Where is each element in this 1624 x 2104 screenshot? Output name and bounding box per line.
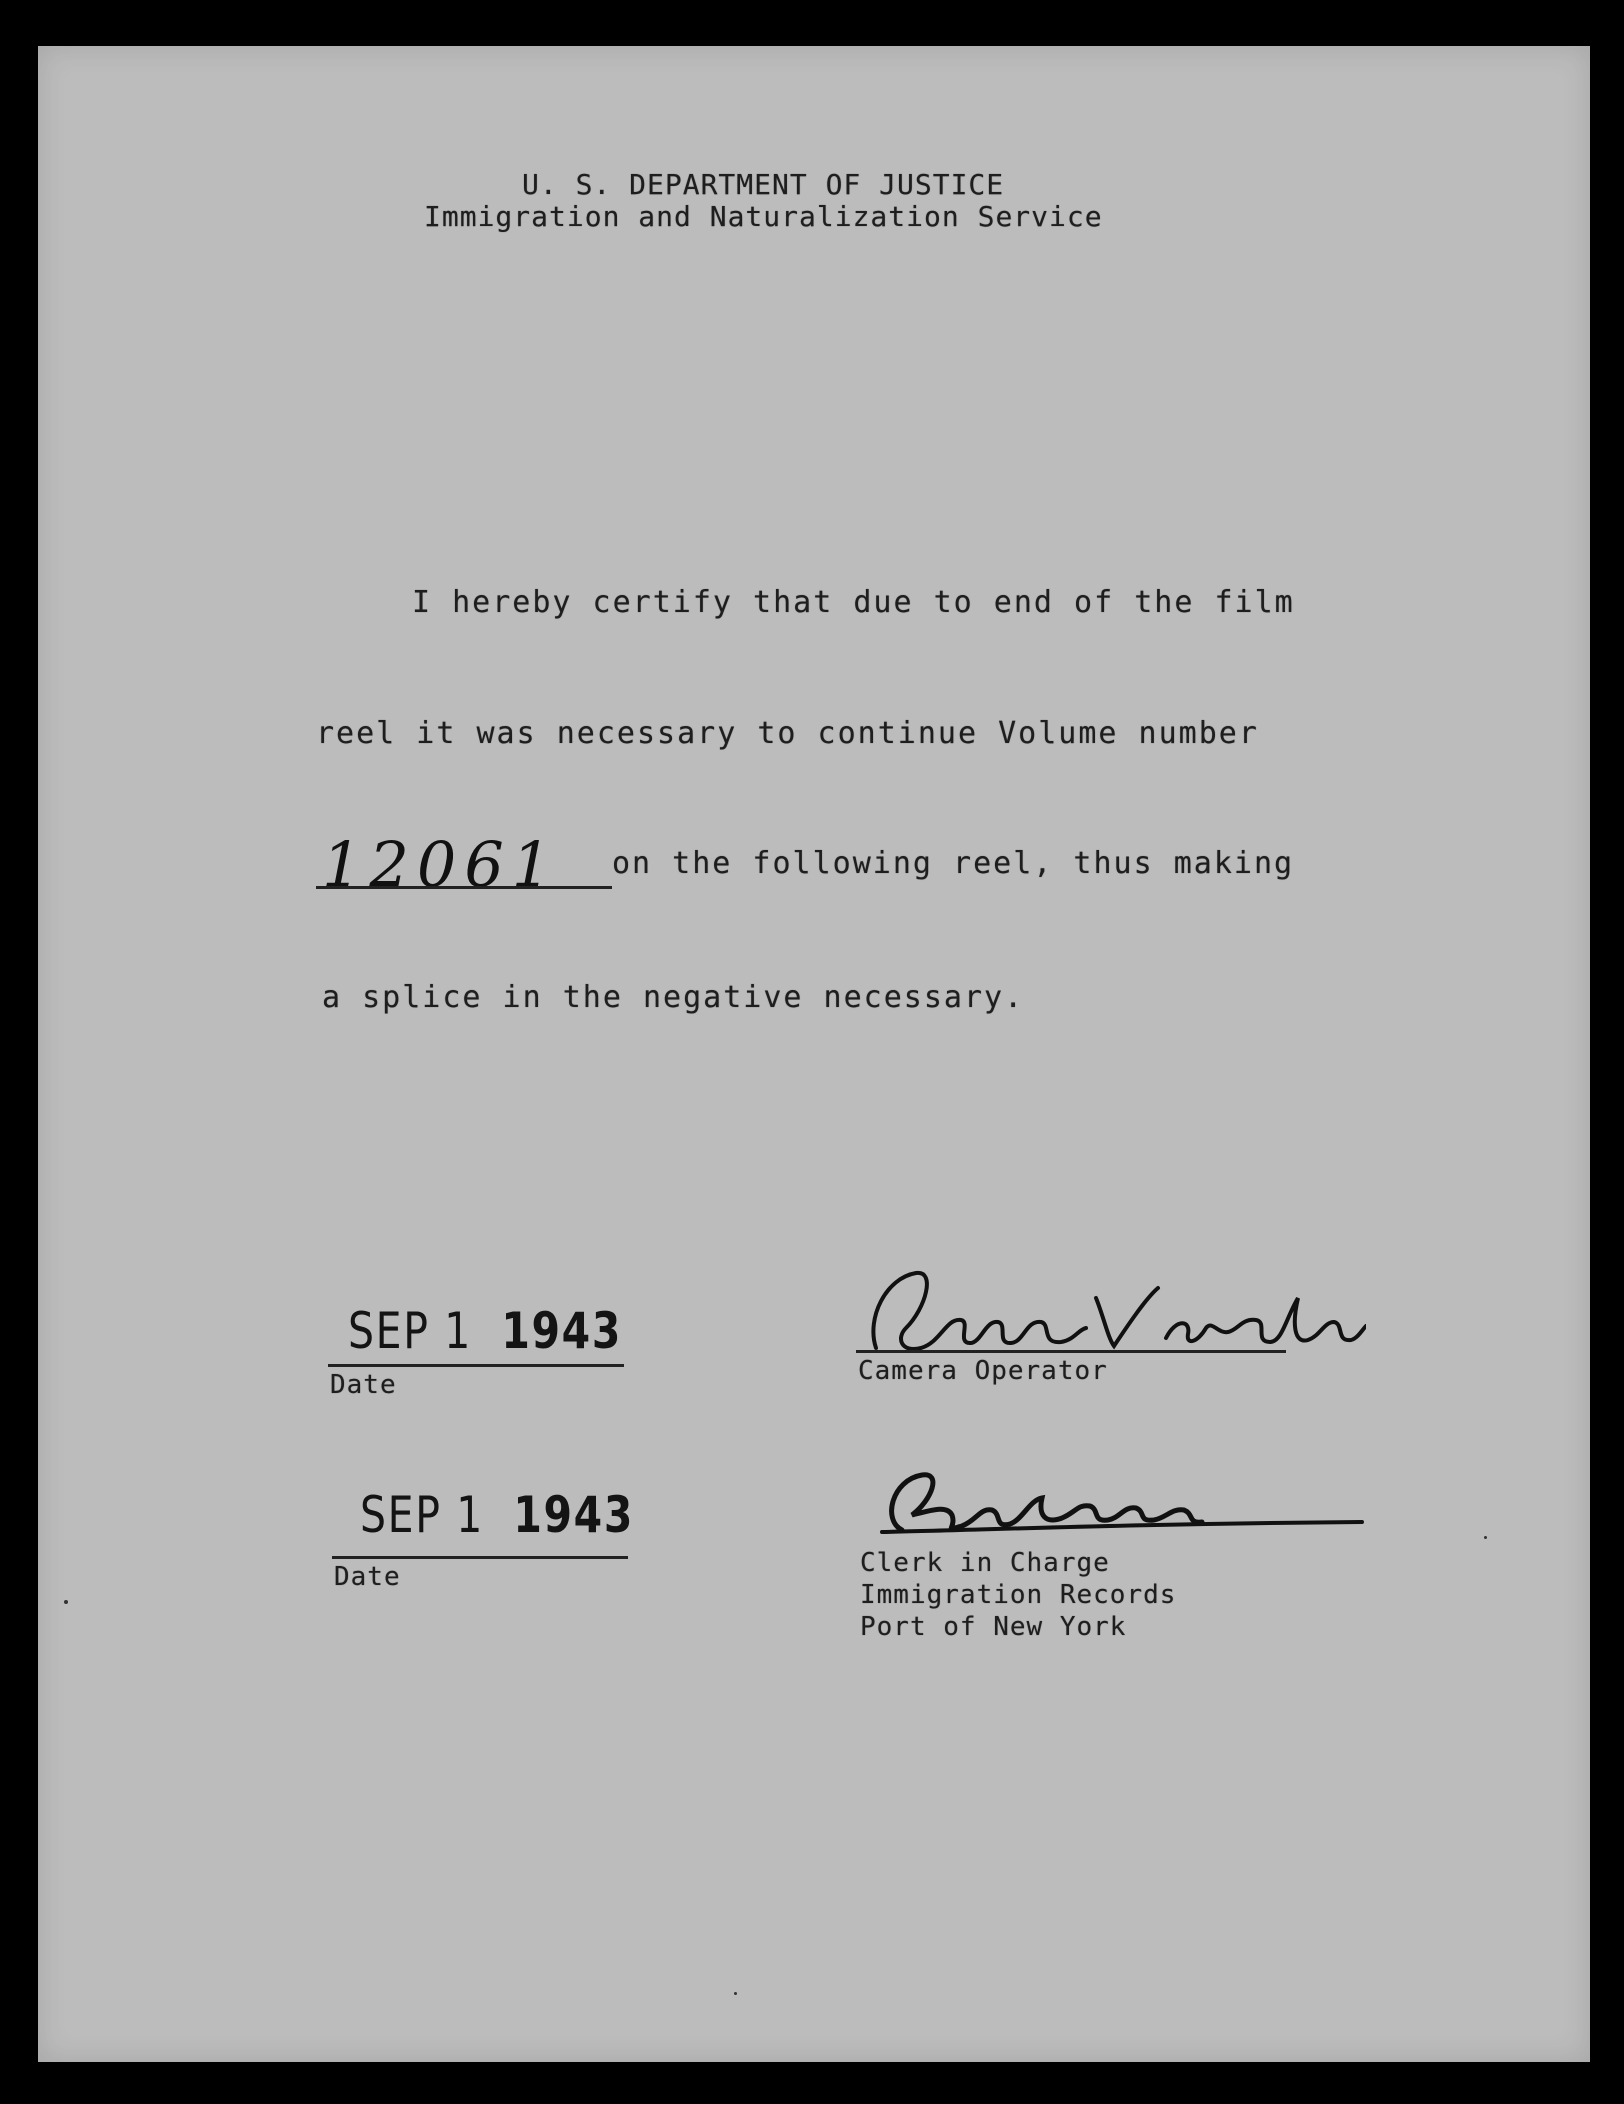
certify-line-2: reel it was necessary to continue Volume number <box>316 716 1259 751</box>
date-stamp-2-day: SEP 1 <box>360 1486 484 1544</box>
department-heading: U. S. DEPARTMENT OF JUSTICE <box>522 168 1005 201</box>
clerk-port-label: Port of New York <box>860 1612 1127 1642</box>
date-stamp-1 <box>348 1302 622 1360</box>
date-stamp-1-day: SEP 1 <box>348 1302 472 1360</box>
scan-speck <box>734 1992 737 1995</box>
date-label-1: Date <box>330 1370 397 1400</box>
certify-line-3: on the following reel, thus making <box>612 846 1295 881</box>
camera-operator-line <box>856 1350 1286 1353</box>
volume-number-handwritten: 12061 <box>322 828 560 901</box>
date-label-2: Date <box>334 1562 401 1592</box>
date-stamp-2 <box>360 1486 634 1544</box>
document-page <box>38 46 1590 2062</box>
certify-line-1: I hereby certify that due to end of the film <box>412 585 1295 620</box>
clerk-signature <box>862 1460 1382 1550</box>
date-line-2 <box>332 1556 628 1559</box>
clerk-office-label: Immigration Records <box>860 1580 1177 1610</box>
certify-line-4: a splice in the negative necessary. <box>322 980 1025 1015</box>
scan-speck <box>1484 1536 1487 1539</box>
clerk-title-label: Clerk in Charge <box>860 1548 1110 1578</box>
volume-number-underline <box>316 886 612 889</box>
date-stamp-1-year: 1943 <box>501 1302 623 1360</box>
camera-operator-label: Camera Operator <box>858 1356 1108 1386</box>
scan-speck <box>64 1600 68 1604</box>
service-heading: Immigration and Naturalization Service <box>424 200 1103 233</box>
date-stamp-2-year: 1943 <box>513 1486 635 1544</box>
date-line-1 <box>328 1364 624 1367</box>
